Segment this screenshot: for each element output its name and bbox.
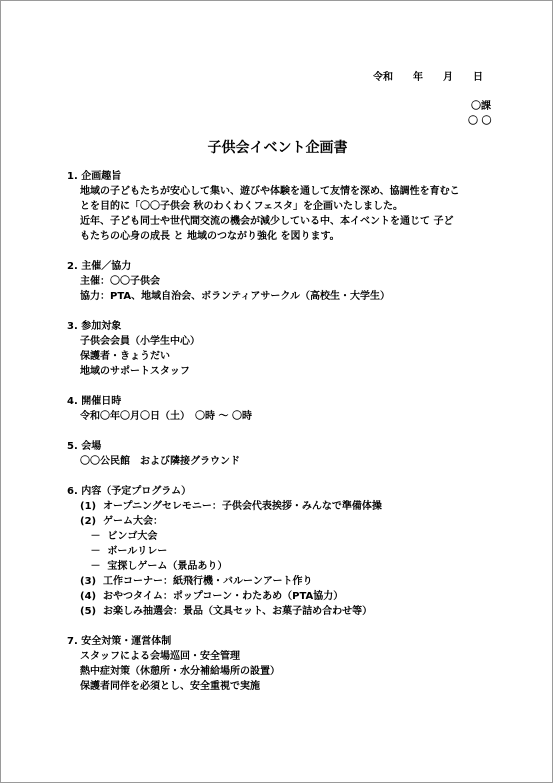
body-line: スタッフによる会場巡回・安全管理 <box>80 651 240 662</box>
section-heading: 6. 内容（予定プログラム） <box>67 486 192 497</box>
section-body <box>67 649 507 694</box>
document-title: 子供会イベント企画書 <box>207 140 348 156</box>
section-heading: 1. 企画趣旨 <box>67 171 122 182</box>
body-line: とを目的に「〇〇子供会 秋のわくわくフェスタ」を企画いたしました。 <box>80 201 403 212</box>
section-participants <box>67 319 507 379</box>
body-line: 近年、子ども同士や世代間交流の機会が減少している中、本イベントを通じて 子ど <box>80 216 454 227</box>
section-heading: 3. 参加対象 <box>67 321 122 332</box>
program-item: (5) お楽しみ抽選会：景品（文具セット、お菓子詰め合わせ等） <box>80 606 373 617</box>
body-line: 地域のサポートスタッフ <box>80 366 190 377</box>
section-organizer <box>67 259 507 304</box>
program-sub-item: － 宝探しゲーム（景品あり） <box>80 561 228 572</box>
body-line: 〇〇公民館 および隣接グラウンド <box>80 456 240 467</box>
section-body <box>67 499 507 619</box>
program-item: (1) オープニングセレモニー：子供会代表挨拶・みんなで準備体操 <box>80 501 382 512</box>
program-sub-item: － ボールリレー <box>80 546 168 557</box>
body-line: 熱中症対策（休憩所・水分補給場所の設置） <box>80 666 280 677</box>
body-line: もたちの心身の成長 と 地域のつながり強化 を図ります。 <box>80 231 340 242</box>
section-heading: 7. 安全対策・運営体制 <box>67 636 172 647</box>
body-line: 保護者同伴を必須とし、安全重視で実施 <box>80 681 260 692</box>
section-venue <box>67 439 507 469</box>
section-heading: 5. 会場 <box>67 441 102 452</box>
document-body <box>67 169 507 709</box>
section-heading: 2. 主催／協力 <box>67 261 132 272</box>
section-body <box>67 184 507 244</box>
author-name: 〇 〇 <box>468 116 492 127</box>
body-line: 保護者・きょうだい <box>80 351 170 362</box>
section-body <box>67 454 507 469</box>
body-line: 子供会会員（小学生中心） <box>80 336 200 347</box>
body-line: 地域の子どもたちが安心して集い、遊びや体験を通して友情を深め、協調性を育むこ <box>80 186 460 197</box>
body-line: 協力：PTA、地域自治会、ボランティアサークル（高校生・大学生） <box>80 291 391 302</box>
section-body <box>67 409 507 424</box>
department-label: 〇課 <box>471 101 491 112</box>
section-body <box>67 274 507 304</box>
date-line: 令和 年 月 日 <box>373 72 483 83</box>
section-purpose <box>67 169 507 244</box>
section-safety <box>67 634 507 694</box>
program-item: (3) 工作コーナー：紙飛行機・バルーンアート作り <box>80 576 313 587</box>
body-line: 主催：〇〇子供会 <box>80 276 160 287</box>
program-item: (2) ゲーム大会： <box>80 516 164 527</box>
section-heading: 4. 開催日時 <box>67 396 122 407</box>
program-item: (4) おやつタイム：ポップコーン・わたあめ（PTA協力） <box>80 591 344 602</box>
section-datetime <box>67 394 507 424</box>
program-sub-item: － ビンゴ大会 <box>80 531 158 542</box>
section-program <box>67 484 507 619</box>
body-line: 令和〇年〇月〇日（土） 〇時 ～ 〇時 <box>80 411 252 422</box>
section-body <box>67 334 507 379</box>
